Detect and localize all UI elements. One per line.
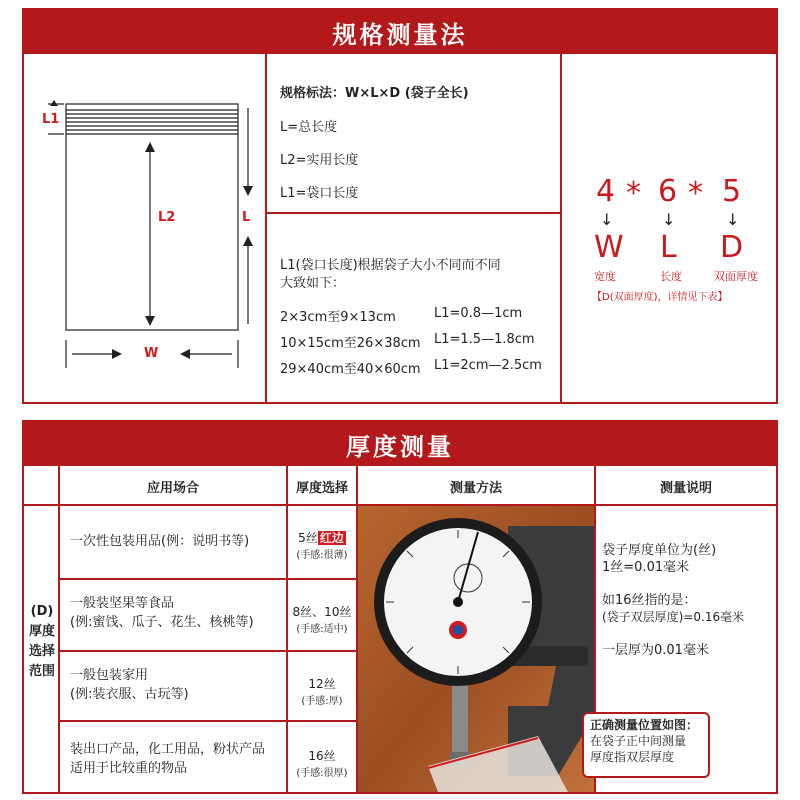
thickness-value: 5丝 红边 (手感:很薄) (296, 531, 348, 561)
arrow-down-icon: ↓ (662, 210, 676, 229)
red-edge-badge: 红边 (319, 531, 344, 545)
explain-p1b: 1丝=0.01毫米 (602, 560, 690, 575)
l2-label: L2 (158, 210, 176, 225)
dial-gauge-photo (358, 506, 594, 792)
formula-title: 规格标法：W×L×D (袋子全长) (280, 86, 469, 101)
letter-d: D (720, 230, 744, 265)
explain-p1a: 袋子厚度单位为(丝) (602, 543, 717, 558)
l1-value: L1=1.5—1.8cm (434, 332, 535, 347)
thickness-value: 12丝 (手感:厚) (301, 677, 343, 707)
header-explain: 测量说明 (659, 480, 712, 496)
table-row: 一般装坚果等食品 (例:蜜饯、瓜子、花生、核桃等) (70, 596, 254, 630)
spec-title: 规格测量法 (24, 10, 776, 54)
l1-range: 2×3cm至9×13cm (280, 310, 396, 325)
example-star: * (688, 176, 703, 211)
explain-p3: 一层厚为0.01毫米 (602, 643, 709, 658)
divider (265, 54, 267, 402)
measurement-callout: 正确测量位置如图： 在袋子正中间测量 厚度指双层厚度 (582, 712, 710, 778)
l-label: L (242, 210, 251, 225)
example-num-w: 4 (596, 174, 616, 209)
l1-note-line2: 大致如下： (280, 276, 346, 291)
example-star: * (626, 176, 641, 211)
letter-w: W (594, 230, 624, 265)
divider (58, 466, 60, 792)
w-label: W (144, 346, 159, 361)
spec-section (22, 8, 778, 404)
table-row: 装出口产品，化工用品，粉状产品 适用于比较重的物品 (70, 742, 266, 776)
l1-range: 29×40cm至40×60cm (280, 362, 421, 377)
l1-label: L1 (42, 112, 60, 127)
label-width: 宽度 (594, 270, 616, 283)
l1-range: 10×15cm至26×38cm (280, 336, 421, 351)
arrow-down-icon: ↓ (600, 210, 614, 229)
example-num-d: 5 (722, 174, 742, 209)
explain-p2a: 如16丝指的是： (602, 593, 697, 608)
letter-l: L (660, 230, 677, 265)
example-num-l: 6 (658, 174, 678, 209)
example-note: 【D(双面厚度)，详情见下表】 (592, 292, 728, 303)
explain-p2b: (袋子双层厚度)=0.16毫米 (602, 610, 745, 624)
l1-note-line1: L1(袋口长度)根据袋子大小不同而不同 (280, 258, 501, 273)
thickness-title: 厚度测量 (24, 422, 776, 466)
divider (560, 54, 562, 402)
divider (58, 578, 358, 580)
header-thickness: 厚度选择 (295, 480, 348, 496)
table-row: 一次性包装用品(例：说明书等) (70, 534, 250, 549)
side-label: (D) 厚度 选择 范围 (28, 604, 55, 679)
divider (58, 650, 358, 652)
l1-value: L1=0.8—1cm (434, 306, 523, 321)
divider (58, 720, 358, 722)
formula-l: L=总长度 (280, 120, 338, 135)
l1-value: L1=2cm—2.5cm (434, 358, 542, 373)
label-length: 长度 (660, 270, 682, 283)
divider (265, 212, 562, 214)
header-method: 测量方法 (449, 480, 502, 496)
header-usage: 应用场合 (146, 480, 199, 496)
thickness-section (22, 420, 778, 794)
table-row: 一般包装家用 (例:装衣服、古玩等) (70, 668, 189, 702)
formula-l1: L1=袋口长度 (280, 186, 359, 201)
thickness-value: 16丝 (手感:很厚) (296, 749, 348, 779)
thickness-value: 8丝、10丝 (手感:适中) (292, 605, 352, 635)
arrow-down-icon: ↓ (726, 210, 740, 229)
formula-l2: L2=实用长度 (280, 153, 359, 168)
label-double-thickness: 双面厚度 (714, 270, 758, 283)
